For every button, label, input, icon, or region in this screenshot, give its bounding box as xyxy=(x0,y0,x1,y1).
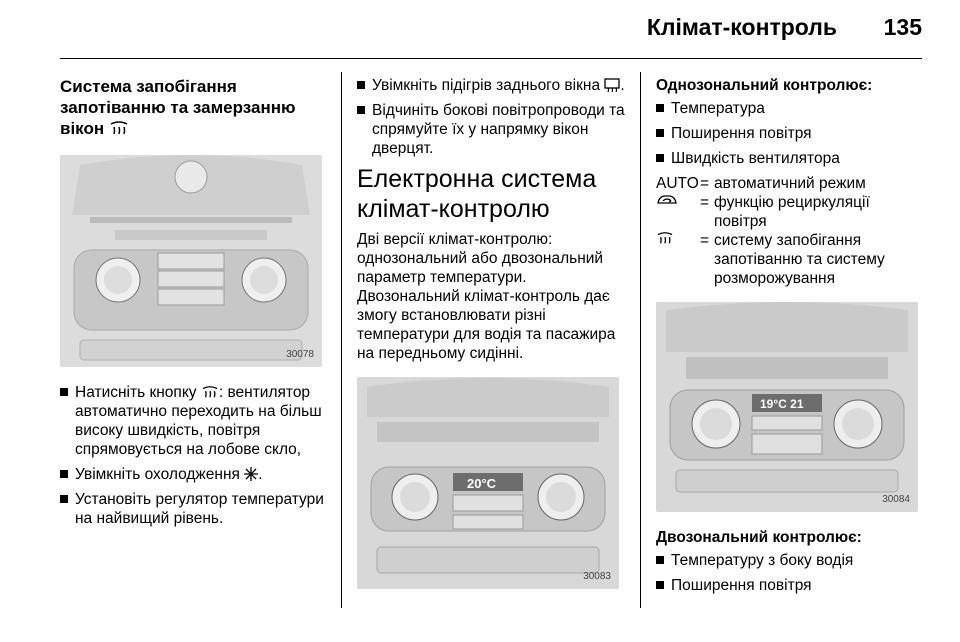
page-number: 135 xyxy=(883,14,922,40)
snowflake-icon xyxy=(244,467,258,481)
windshield-defrost-icon xyxy=(109,120,129,136)
legend-row xyxy=(656,193,922,231)
legend-text: автоматичний режим xyxy=(714,175,866,192)
photo-code: 30083 xyxy=(583,571,611,582)
legend-text: систему запобігання запотіванню та систему розморожування xyxy=(714,232,885,287)
column-divider-2 xyxy=(640,72,641,608)
defrost-steps xyxy=(60,383,330,528)
list-item xyxy=(60,465,330,484)
windshield-defrost-icon xyxy=(201,385,219,399)
temperature-display: 20°C xyxy=(467,476,497,491)
dual-zone-list xyxy=(656,551,922,595)
column-divider-1 xyxy=(341,72,342,608)
list-item xyxy=(357,101,627,158)
list-item: Температура xyxy=(656,99,922,118)
legend-eq: = xyxy=(700,175,710,192)
bullet-text: Натисніть кнопку xyxy=(75,384,201,401)
legend-text: функцію рециркуляції повітря xyxy=(714,194,870,230)
control-panel-illustration xyxy=(60,155,322,367)
bullet-text: Увімкніть підігрів заднього вікна xyxy=(372,77,605,94)
recirculation-car-icon xyxy=(656,193,678,207)
legend-key: AUTO xyxy=(656,175,699,192)
page-title: Клімат-контроль xyxy=(646,14,837,40)
bullet-text: Увімкніть охолодження xyxy=(75,466,245,483)
bullet-text: : вентилятор автоматично переходить на більш високу швидкість, повітря спрямовується на лобове скло, xyxy=(75,384,322,458)
single-zone-panel-photo xyxy=(357,377,619,589)
bullet-text: . xyxy=(620,77,625,94)
bullet-text: . xyxy=(258,466,263,483)
section-title: Електронна система клімат-контролю xyxy=(357,165,597,223)
page-header xyxy=(60,0,922,59)
list-item xyxy=(60,490,330,528)
defrost-heading-text: Система запобігання запотіванню та замерзанню вікон xyxy=(60,77,296,138)
column-2 xyxy=(357,76,627,589)
paragraph: Дві версії клімат-контролю: однозональний або двозональний параметр температури. xyxy=(357,231,604,286)
single-zone-list xyxy=(656,99,922,168)
legend-eq: = xyxy=(700,232,710,249)
defrost-heading xyxy=(60,76,330,139)
list-item xyxy=(60,383,330,459)
bullet-text: Відчиніть бокові повітропроводи та спрямуйте їх у напрямку вікон дверцят. xyxy=(372,102,625,157)
legend-eq: = xyxy=(700,194,710,211)
photo-code: 30084 xyxy=(882,494,910,505)
legend-row xyxy=(656,231,922,288)
dual-zone-title: Двозональний контролює: xyxy=(656,529,862,546)
column-3 xyxy=(656,76,922,601)
list-item: Швидкість вентилятора xyxy=(656,149,922,168)
photo-code: 30078 xyxy=(286,349,314,360)
dual-zone-panel-photo xyxy=(656,302,918,512)
list-item: Поширення повітря xyxy=(656,576,922,595)
defrost-steps-continued xyxy=(357,76,627,158)
bullet-text: Установіть регулятор температури на найвищий рівень. xyxy=(75,491,324,527)
legend-key xyxy=(656,193,700,231)
legend-key xyxy=(656,231,700,288)
rear-window-heat-icon xyxy=(604,78,620,92)
paragraph: Двозональний клімат-контроль дає змогу встановлювати різні температури для водія та пасажира на передньому сидінні. xyxy=(357,288,616,362)
list-item: Температуру з боку водія xyxy=(656,551,922,570)
defrost-panel-photo xyxy=(60,155,322,367)
single-zone-title: Однозональний контролює: xyxy=(656,77,873,94)
list-item xyxy=(357,76,627,95)
temperature-display: 19°C 21 xyxy=(760,397,804,411)
windshield-defrost-icon xyxy=(656,231,674,245)
column-1 xyxy=(60,76,330,534)
list-item: Поширення повітря xyxy=(656,124,922,143)
legend-row xyxy=(656,174,922,193)
legend-table xyxy=(656,174,922,288)
